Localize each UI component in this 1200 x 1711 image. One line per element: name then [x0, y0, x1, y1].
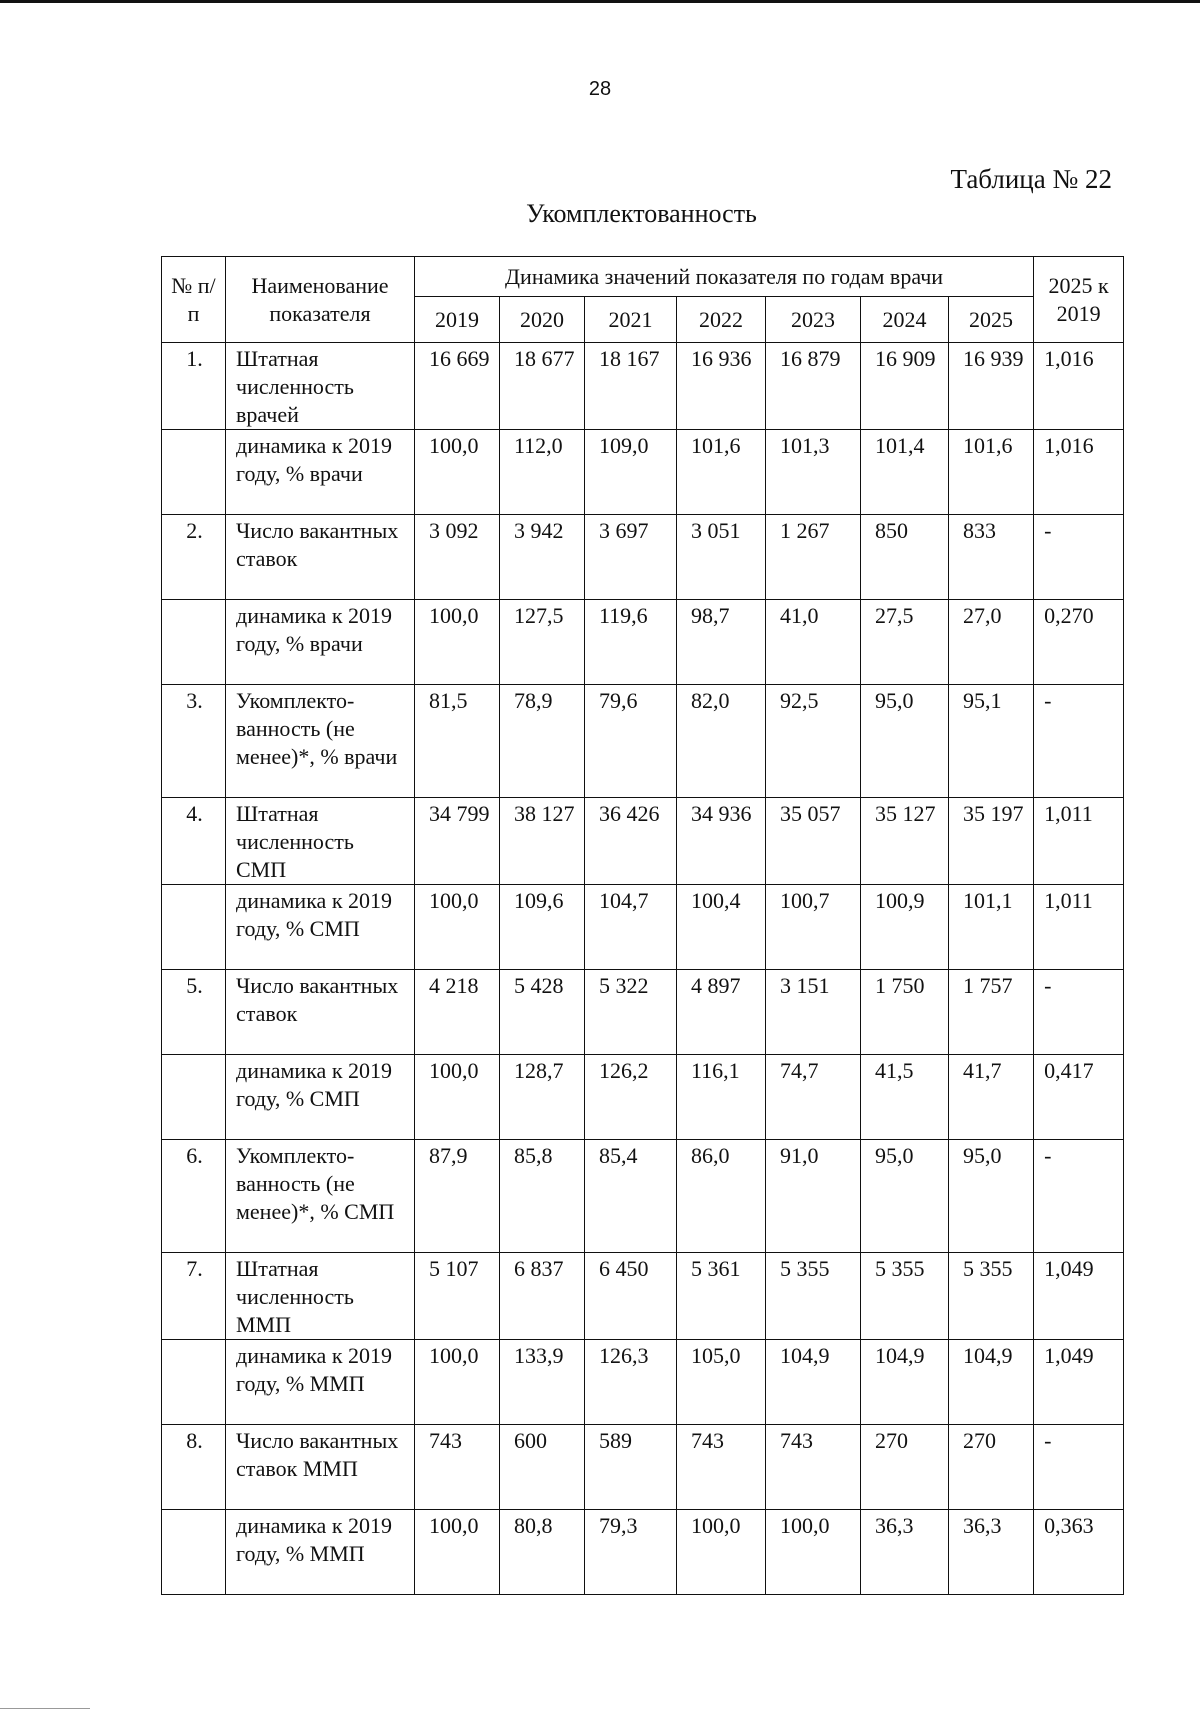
- table-row: [162, 970, 1124, 1055]
- year-value-cell: 4 218: [415, 970, 500, 1055]
- year-value-cell: 100,0: [677, 1510, 766, 1595]
- row-number: [162, 430, 226, 515]
- year-value-cell: 27,5: [861, 600, 949, 685]
- year-value-cell: 126,2: [585, 1055, 677, 1140]
- year-value-cell: 104,9: [949, 1340, 1034, 1425]
- row-indicator-name: динамика к 2019 году, % СМП: [226, 885, 415, 970]
- year-value-cell: 6 450: [585, 1253, 677, 1340]
- ratio-cell: 1,016: [1034, 430, 1124, 515]
- year-value-cell: 1 750: [861, 970, 949, 1055]
- year-value-cell: 270: [861, 1425, 949, 1510]
- row-number: 2.: [162, 515, 226, 600]
- year-value-cell: 850: [861, 515, 949, 600]
- table-row: [162, 600, 1124, 685]
- table-row: [162, 1253, 1124, 1340]
- year-value-cell: 91,0: [766, 1140, 861, 1253]
- header-year: 2024: [861, 297, 949, 343]
- header-name: Наименование показателя: [226, 257, 415, 343]
- year-value-cell: 16 936: [677, 343, 766, 430]
- year-value-cell: 101,6: [677, 430, 766, 515]
- year-value-cell: 4 897: [677, 970, 766, 1055]
- year-value-cell: 128,7: [500, 1055, 585, 1140]
- year-value-cell: 86,0: [677, 1140, 766, 1253]
- year-value-cell: 589: [585, 1425, 677, 1510]
- year-value-cell: 95,1: [949, 685, 1034, 798]
- header-num: № п/п: [162, 257, 226, 343]
- year-value-cell: 105,0: [677, 1340, 766, 1425]
- year-value-cell: 743: [415, 1425, 500, 1510]
- year-value-cell: 16 669: [415, 343, 500, 430]
- year-value-cell: 100,0: [415, 430, 500, 515]
- table-row: [162, 1425, 1124, 1510]
- year-value-cell: 116,1: [677, 1055, 766, 1140]
- year-value-cell: 127,5: [500, 600, 585, 685]
- ratio-cell: -: [1034, 685, 1124, 798]
- header-year: 2022: [677, 297, 766, 343]
- year-value-cell: 101,1: [949, 885, 1034, 970]
- row-number: 6.: [162, 1140, 226, 1253]
- year-value-cell: 34 936: [677, 798, 766, 885]
- row-number: [162, 1055, 226, 1140]
- year-value-cell: 78,9: [500, 685, 585, 798]
- year-value-cell: 1 757: [949, 970, 1034, 1055]
- row-number: 1.: [162, 343, 226, 430]
- table-body: [162, 343, 1124, 1595]
- year-value-cell: 101,6: [949, 430, 1034, 515]
- year-value-cell: 18 167: [585, 343, 677, 430]
- year-value-cell: 101,3: [766, 430, 861, 515]
- table-row: [162, 1055, 1124, 1140]
- ratio-cell: 0,270: [1034, 600, 1124, 685]
- header-year: 2025: [949, 297, 1034, 343]
- header-year: 2023: [766, 297, 861, 343]
- year-value-cell: 27,0: [949, 600, 1034, 685]
- page-top-border: [0, 0, 1200, 3]
- year-value-cell: 104,7: [585, 885, 677, 970]
- year-value-cell: 5 322: [585, 970, 677, 1055]
- year-value-cell: 36,3: [949, 1510, 1034, 1595]
- year-value-cell: 85,8: [500, 1140, 585, 1253]
- row-indicator-name: Число вакантных ставок: [226, 970, 415, 1055]
- row-indicator-name: Укомплекто-ванность (не менее)*, % врачи: [226, 685, 415, 798]
- row-number: 8.: [162, 1425, 226, 1510]
- ratio-cell: -: [1034, 1140, 1124, 1253]
- year-value-cell: 82,0: [677, 685, 766, 798]
- year-value-cell: 109,6: [500, 885, 585, 970]
- year-value-cell: 41,5: [861, 1055, 949, 1140]
- year-value-cell: 833: [949, 515, 1034, 600]
- year-value-cell: 41,7: [949, 1055, 1034, 1140]
- ratio-cell: -: [1034, 515, 1124, 600]
- year-value-cell: 3 151: [766, 970, 861, 1055]
- ratio-cell: 0,417: [1034, 1055, 1124, 1140]
- year-value-cell: 743: [766, 1425, 861, 1510]
- header-year: 2020: [500, 297, 585, 343]
- ratio-cell: -: [1034, 970, 1124, 1055]
- year-value-cell: 18 677: [500, 343, 585, 430]
- year-value-cell: 38 127: [500, 798, 585, 885]
- year-value-cell: 5 107: [415, 1253, 500, 1340]
- header-year: 2019: [415, 297, 500, 343]
- row-indicator-name: Число вакантных ставок ММП: [226, 1425, 415, 1510]
- year-value-cell: 36 426: [585, 798, 677, 885]
- year-value-cell: 3 697: [585, 515, 677, 600]
- row-number: 5.: [162, 970, 226, 1055]
- document-title: Укомплектованность: [526, 199, 757, 228]
- table-row: [162, 1510, 1124, 1595]
- year-value-cell: 104,9: [766, 1340, 861, 1425]
- year-value-cell: 34 799: [415, 798, 500, 885]
- row-indicator-name: Штатная численность СМП: [226, 798, 415, 885]
- year-value-cell: 80,8: [500, 1510, 585, 1595]
- year-value-cell: 85,4: [585, 1140, 677, 1253]
- year-value-cell: 100,0: [415, 885, 500, 970]
- ratio-cell: 1,011: [1034, 798, 1124, 885]
- row-number: [162, 600, 226, 685]
- year-value-cell: 79,3: [585, 1510, 677, 1595]
- year-value-cell: 5 428: [500, 970, 585, 1055]
- year-value-cell: 100,0: [415, 600, 500, 685]
- table-row: [162, 343, 1124, 430]
- year-value-cell: 36,3: [861, 1510, 949, 1595]
- year-value-cell: 5 361: [677, 1253, 766, 1340]
- year-value-cell: 100,7: [766, 885, 861, 970]
- header-years-group: Динамика значений показателя по годам врачи: [415, 257, 1034, 297]
- header-year: 2021: [585, 297, 677, 343]
- year-value-cell: 3 092: [415, 515, 500, 600]
- row-number: 4.: [162, 798, 226, 885]
- year-value-cell: 35 127: [861, 798, 949, 885]
- year-value-cell: 112,0: [500, 430, 585, 515]
- header-ratio: 2025 к 2019: [1034, 257, 1124, 343]
- year-value-cell: 95,0: [861, 685, 949, 798]
- year-value-cell: 81,5: [415, 685, 500, 798]
- year-value-cell: 100,4: [677, 885, 766, 970]
- table-row: [162, 1340, 1124, 1425]
- year-value-cell: 126,3: [585, 1340, 677, 1425]
- year-value-cell: 5 355: [949, 1253, 1034, 1340]
- year-value-cell: 119,6: [585, 600, 677, 685]
- year-value-cell: 5 355: [861, 1253, 949, 1340]
- table-row: [162, 685, 1124, 798]
- ratio-cell: 1,016: [1034, 343, 1124, 430]
- ratio-cell: 1,049: [1034, 1253, 1124, 1340]
- row-indicator-name: динамика к 2019 году, % врачи: [226, 600, 415, 685]
- year-value-cell: 98,7: [677, 600, 766, 685]
- table-row: [162, 798, 1124, 885]
- row-indicator-name: динамика к 2019 году, % ММП: [226, 1510, 415, 1595]
- staffing-table: [161, 256, 1124, 1595]
- ratio-cell: 0,363: [1034, 1510, 1124, 1595]
- row-indicator-name: динамика к 2019 году, % СМП: [226, 1055, 415, 1140]
- year-value-cell: 100,0: [415, 1340, 500, 1425]
- year-value-cell: 100,0: [766, 1510, 861, 1595]
- row-indicator-name: Укомплекто-ванность (не менее)*, % СМП: [226, 1140, 415, 1253]
- row-indicator-name: динамика к 2019 году, % врачи: [226, 430, 415, 515]
- year-value-cell: 95,0: [949, 1140, 1034, 1253]
- table-row: [162, 1140, 1124, 1253]
- year-value-cell: 1 267: [766, 515, 861, 600]
- year-value-cell: 600: [500, 1425, 585, 1510]
- year-value-cell: 100,0: [415, 1055, 500, 1140]
- table-row: [162, 430, 1124, 515]
- ratio-cell: -: [1034, 1425, 1124, 1510]
- year-value-cell: 133,9: [500, 1340, 585, 1425]
- year-value-cell: 6 837: [500, 1253, 585, 1340]
- year-value-cell: 79,6: [585, 685, 677, 798]
- row-indicator-name: Штатная численность ММП: [226, 1253, 415, 1340]
- year-value-cell: 5 355: [766, 1253, 861, 1340]
- year-value-cell: 16 939: [949, 343, 1034, 430]
- year-value-cell: 16 879: [766, 343, 861, 430]
- year-value-cell: 35 057: [766, 798, 861, 885]
- year-value-cell: 270: [949, 1425, 1034, 1510]
- year-value-cell: 109,0: [585, 430, 677, 515]
- year-value-cell: 3 051: [677, 515, 766, 600]
- year-value-cell: 41,0: [766, 600, 861, 685]
- year-value-cell: 104,9: [861, 1340, 949, 1425]
- row-number: [162, 885, 226, 970]
- year-value-cell: 95,0: [861, 1140, 949, 1253]
- row-number: [162, 1340, 226, 1425]
- year-value-cell: 35 197: [949, 798, 1034, 885]
- year-value-cell: 87,9: [415, 1140, 500, 1253]
- footer-rule: [0, 1708, 90, 1709]
- year-value-cell: 3 942: [500, 515, 585, 600]
- ratio-cell: 1,011: [1034, 885, 1124, 970]
- year-value-cell: 92,5: [766, 685, 861, 798]
- row-number: [162, 1510, 226, 1595]
- ratio-cell: 1,049: [1034, 1340, 1124, 1425]
- year-value-cell: 16 909: [861, 343, 949, 430]
- row-number: 3.: [162, 685, 226, 798]
- table-row: [162, 885, 1124, 970]
- table-row: [162, 515, 1124, 600]
- row-indicator-name: Число вакантных ставок: [226, 515, 415, 600]
- row-number: 7.: [162, 1253, 226, 1340]
- page-number: 28: [588, 78, 612, 100]
- year-value-cell: 101,4: [861, 430, 949, 515]
- year-value-cell: 100,9: [861, 885, 949, 970]
- table-label: Таблица № 22: [950, 164, 1112, 194]
- year-value-cell: 743: [677, 1425, 766, 1510]
- year-value-cell: 74,7: [766, 1055, 861, 1140]
- row-indicator-name: Штатная численность врачей: [226, 343, 415, 430]
- row-indicator-name: динамика к 2019 году, % ММП: [226, 1340, 415, 1425]
- year-value-cell: 100,0: [415, 1510, 500, 1595]
